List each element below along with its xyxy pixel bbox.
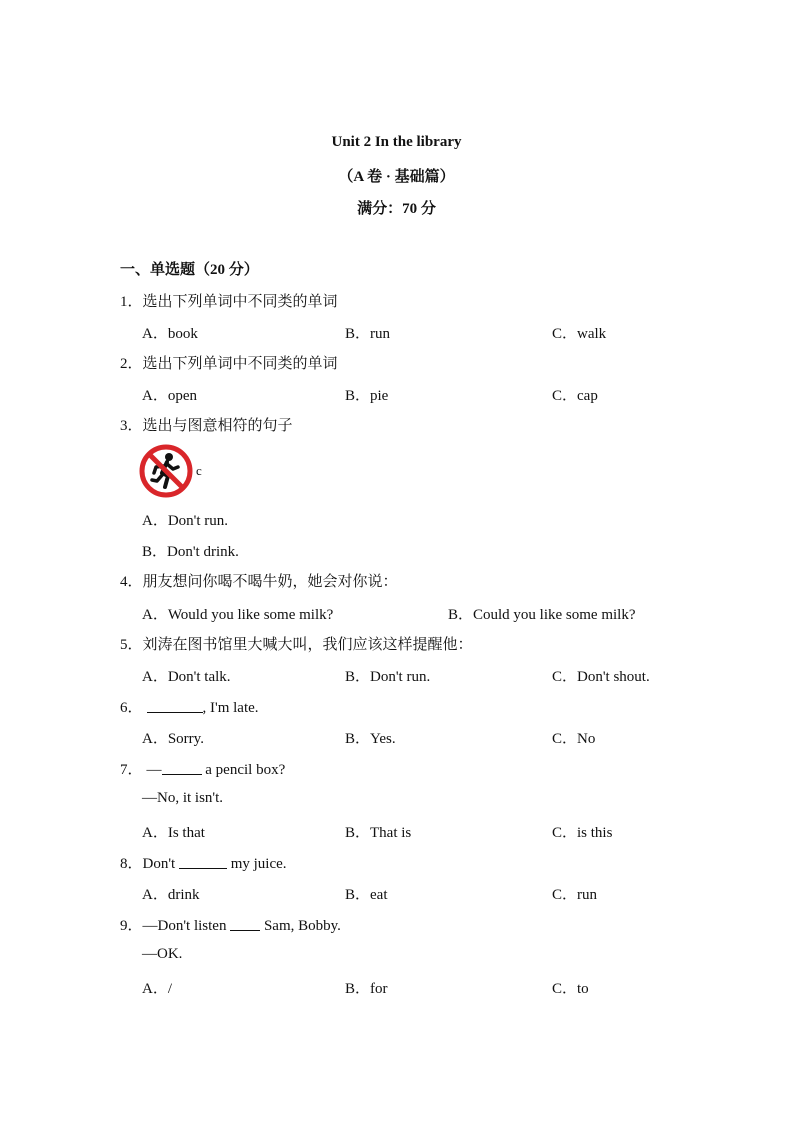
question-number: 1． xyxy=(120,294,143,310)
option-b[interactable]: B．Could you like some milk? xyxy=(448,607,636,623)
question-text: a pencil box? xyxy=(201,762,286,778)
option-b[interactable]: B．Yes. xyxy=(345,731,396,747)
option-a[interactable]: A．drink xyxy=(142,887,200,903)
option-b[interactable]: B．Don't run. xyxy=(345,669,431,685)
option-a[interactable]: A．Don't talk. xyxy=(142,669,231,685)
answer-blank[interactable] xyxy=(147,700,203,713)
option-b[interactable]: B．for xyxy=(345,981,388,997)
option-a[interactable]: A．open xyxy=(142,388,197,404)
question-number: 9． xyxy=(120,918,143,934)
unit-title: Unit 2 In the library xyxy=(331,134,462,150)
question-text: 选出下列单词中不同类的单词 xyxy=(142,356,338,372)
option-c[interactable]: C．Don't shout. xyxy=(552,669,650,685)
dialogue-reply: —OK. xyxy=(142,946,183,962)
question-7 xyxy=(120,758,285,779)
question-text: , I'm late. xyxy=(202,700,259,716)
total-score: 满分：70 分 xyxy=(357,201,436,217)
option-c[interactable]: C．No xyxy=(552,731,596,747)
option-c[interactable]: C．is this xyxy=(552,825,613,841)
question-text: 选出与图意相符的句子 xyxy=(142,418,293,434)
question-9 xyxy=(120,914,341,935)
question-number: 3． xyxy=(120,418,143,434)
question-number: 2． xyxy=(120,356,143,372)
question-text: 选出下列单词中不同类的单词 xyxy=(142,294,338,310)
dialogue-reply: —No, it isn't. xyxy=(142,790,224,806)
paper-subtitle: （A 卷 · 基础篇） xyxy=(338,169,455,185)
option-a[interactable]: A．book xyxy=(142,326,198,342)
question-text: 朋友想问你喝不喝牛奶，她会对你说： xyxy=(142,574,398,590)
dash-prefix: — xyxy=(146,762,162,778)
answer-blank[interactable] xyxy=(179,856,227,869)
question-text: my juice. xyxy=(226,856,287,872)
option-c[interactable]: C．cap xyxy=(552,388,598,404)
question-text: Sam, Bobby. xyxy=(260,918,341,934)
answer-blank[interactable] xyxy=(230,918,260,931)
option-b[interactable]: B．eat xyxy=(345,887,388,903)
answer-blank[interactable] xyxy=(162,762,202,775)
question-text-before: —Don't listen xyxy=(142,918,231,934)
question-number: 4． xyxy=(120,574,143,590)
question-number: 7． xyxy=(120,762,143,778)
option-a[interactable]: A．Would you like some milk? xyxy=(142,607,334,623)
option-c[interactable]: C．run xyxy=(552,887,598,903)
option-a[interactable]: A．Sorry. xyxy=(142,731,204,747)
question-2 xyxy=(120,352,338,373)
question-4 xyxy=(120,570,398,591)
question-text-before: Don't xyxy=(142,856,179,872)
question-8 xyxy=(120,852,287,873)
question-6 xyxy=(120,696,259,717)
option-c[interactable]: C．walk xyxy=(552,326,607,342)
option-b[interactable]: B．run xyxy=(345,326,391,342)
option-b[interactable]: B．That is xyxy=(345,825,412,841)
option-a[interactable]: A．Don't run. xyxy=(142,513,229,529)
question-3 xyxy=(120,414,293,435)
option-a[interactable]: A．/ xyxy=(142,981,173,997)
question-text: 刘涛在图书馆里大喊大叫，我们应该这样提醒他： xyxy=(142,637,473,653)
no-running-sign-icon xyxy=(138,443,194,499)
section-heading: 一、单选题（20 分） xyxy=(120,262,259,278)
question-1 xyxy=(120,290,338,311)
image-caption: c xyxy=(196,463,202,478)
option-b[interactable]: B．Don't drink. xyxy=(142,544,239,560)
question-number: 5． xyxy=(120,637,143,653)
question-5 xyxy=(120,633,473,654)
option-a[interactable]: A．Is that xyxy=(142,825,205,841)
option-b[interactable]: B．pie xyxy=(345,388,389,404)
question-number: 8． xyxy=(120,856,143,872)
question-number: 6． xyxy=(120,700,143,716)
option-c[interactable]: C．to xyxy=(552,981,589,997)
